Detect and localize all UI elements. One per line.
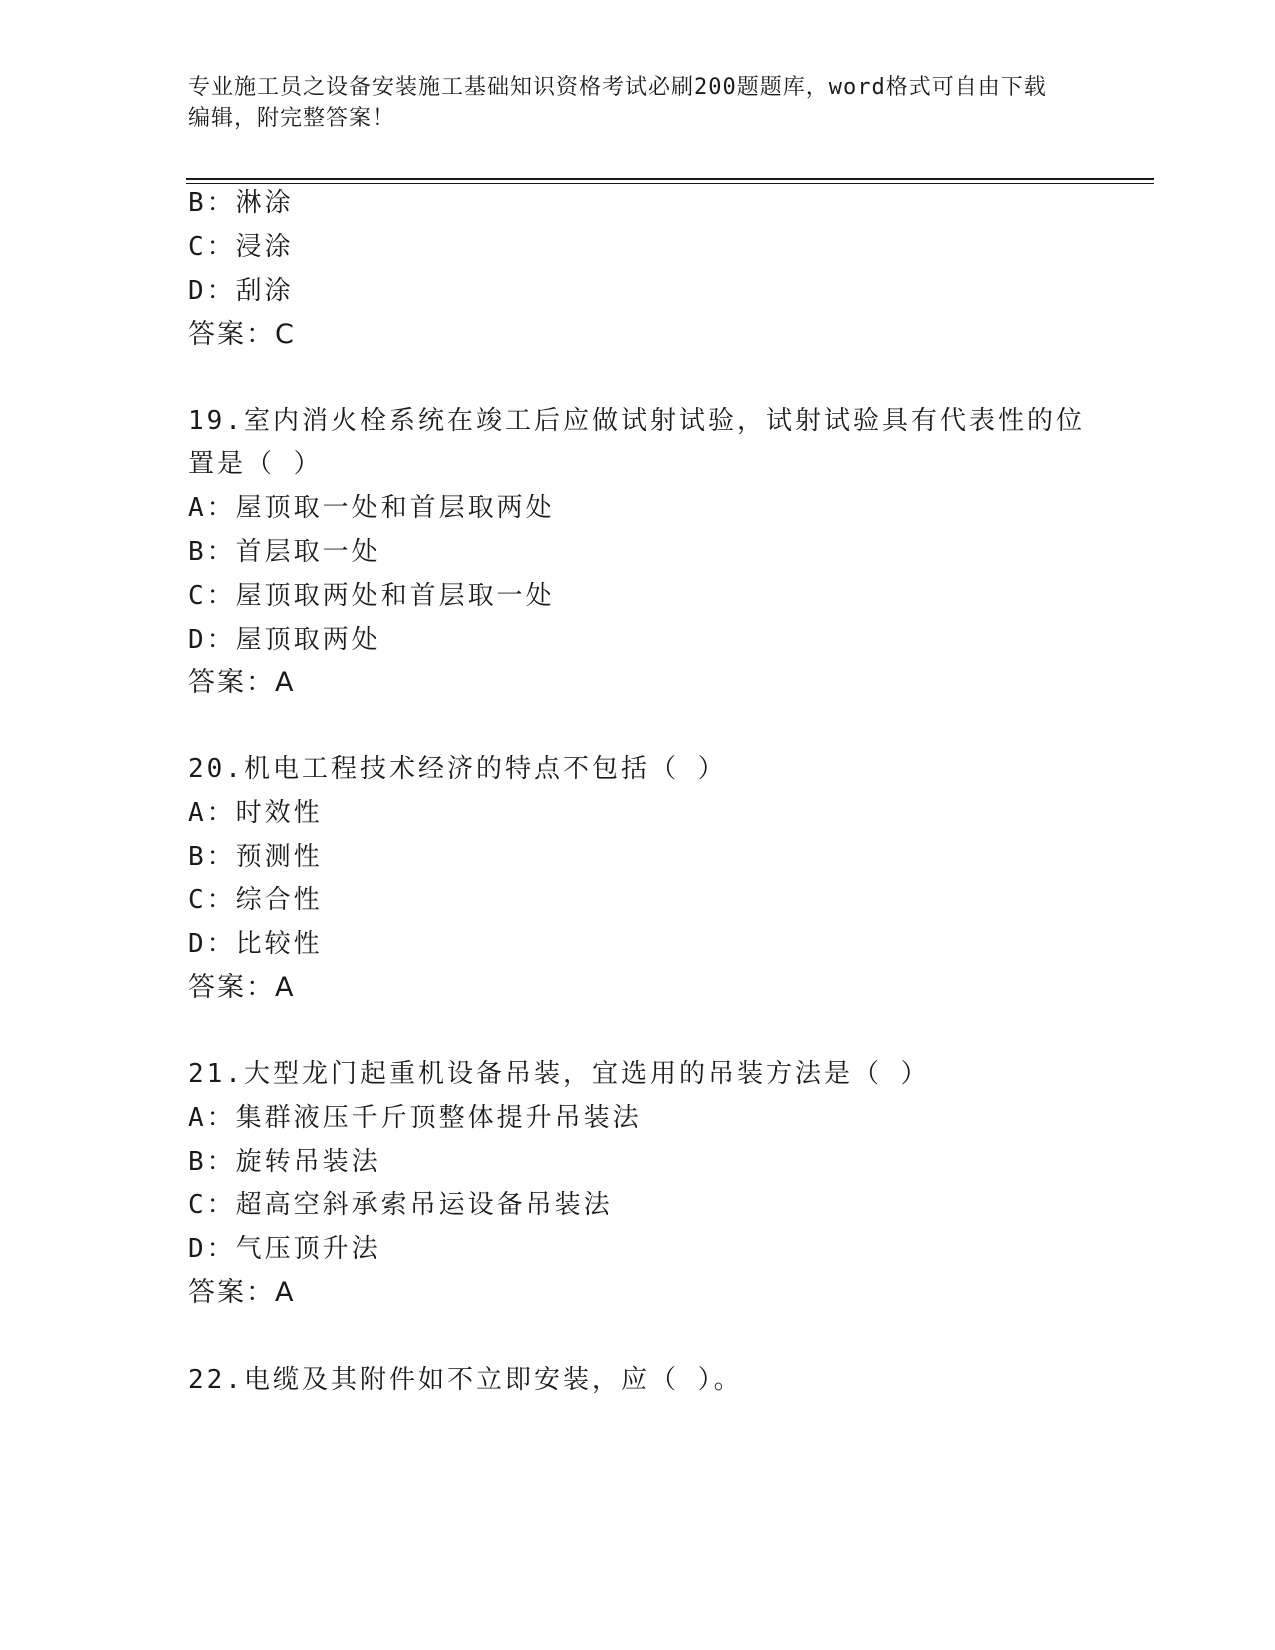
q21-option-c: C：超高空斜承索吊运设备吊装法: [188, 1190, 613, 1220]
q21-answer: 答案：A: [188, 1277, 296, 1308]
q20-answer: 答案：A: [188, 972, 296, 1003]
q20-option-b: B：预测性: [188, 842, 323, 872]
q20-option-c: C：综合性: [188, 885, 323, 915]
q19-option-a: A：屋顶取一处和首层取两处: [188, 493, 555, 523]
q20-stem: 20.机电工程技术经济的特点不包括（ ）: [188, 754, 727, 784]
q19-answer: 答案：A: [188, 667, 296, 698]
q18-option-d: D：刮涂: [188, 276, 294, 306]
q20-option-d: D：比较性: [188, 929, 323, 959]
q21-stem: 21.大型龙门起重机设备吊装，宜选用的吊装方法是（ ）: [188, 1059, 930, 1089]
q20-option-a: A：时效性: [188, 798, 323, 828]
q21-option-b: B：旋转吊装法: [188, 1147, 381, 1177]
q21-option-a: A：集群液压千斤顶整体提升吊装法: [188, 1103, 642, 1133]
q18-answer: 答案：C: [188, 319, 296, 350]
document-header: 专业施工员之设备安装施工基础知识资格考试必刷200题题库，word格式可自由下载编辑，附完整答案！: [188, 75, 1047, 131]
q19-stem: 19.室内消火栓系统在竣工后应做试射试验，试射试验具有代表性的位置是（ ）: [188, 406, 1085, 479]
q19-option-b: B：首层取一处: [188, 537, 381, 567]
header-divider: [186, 178, 1154, 180]
q18-option-c: C：浸涂: [188, 232, 294, 262]
q19-option-c: C：屋顶取两处和首层取一处: [188, 581, 555, 611]
header-divider-thin: [186, 183, 1154, 184]
q18-option-b: B：淋涂: [188, 188, 294, 218]
q21-option-d: D：气压顶升法: [188, 1234, 381, 1264]
q22-stem: 22.电缆及其附件如不立即安装，应（ ）。: [188, 1365, 743, 1395]
q19-option-d: D：屋顶取两处: [188, 625, 381, 655]
